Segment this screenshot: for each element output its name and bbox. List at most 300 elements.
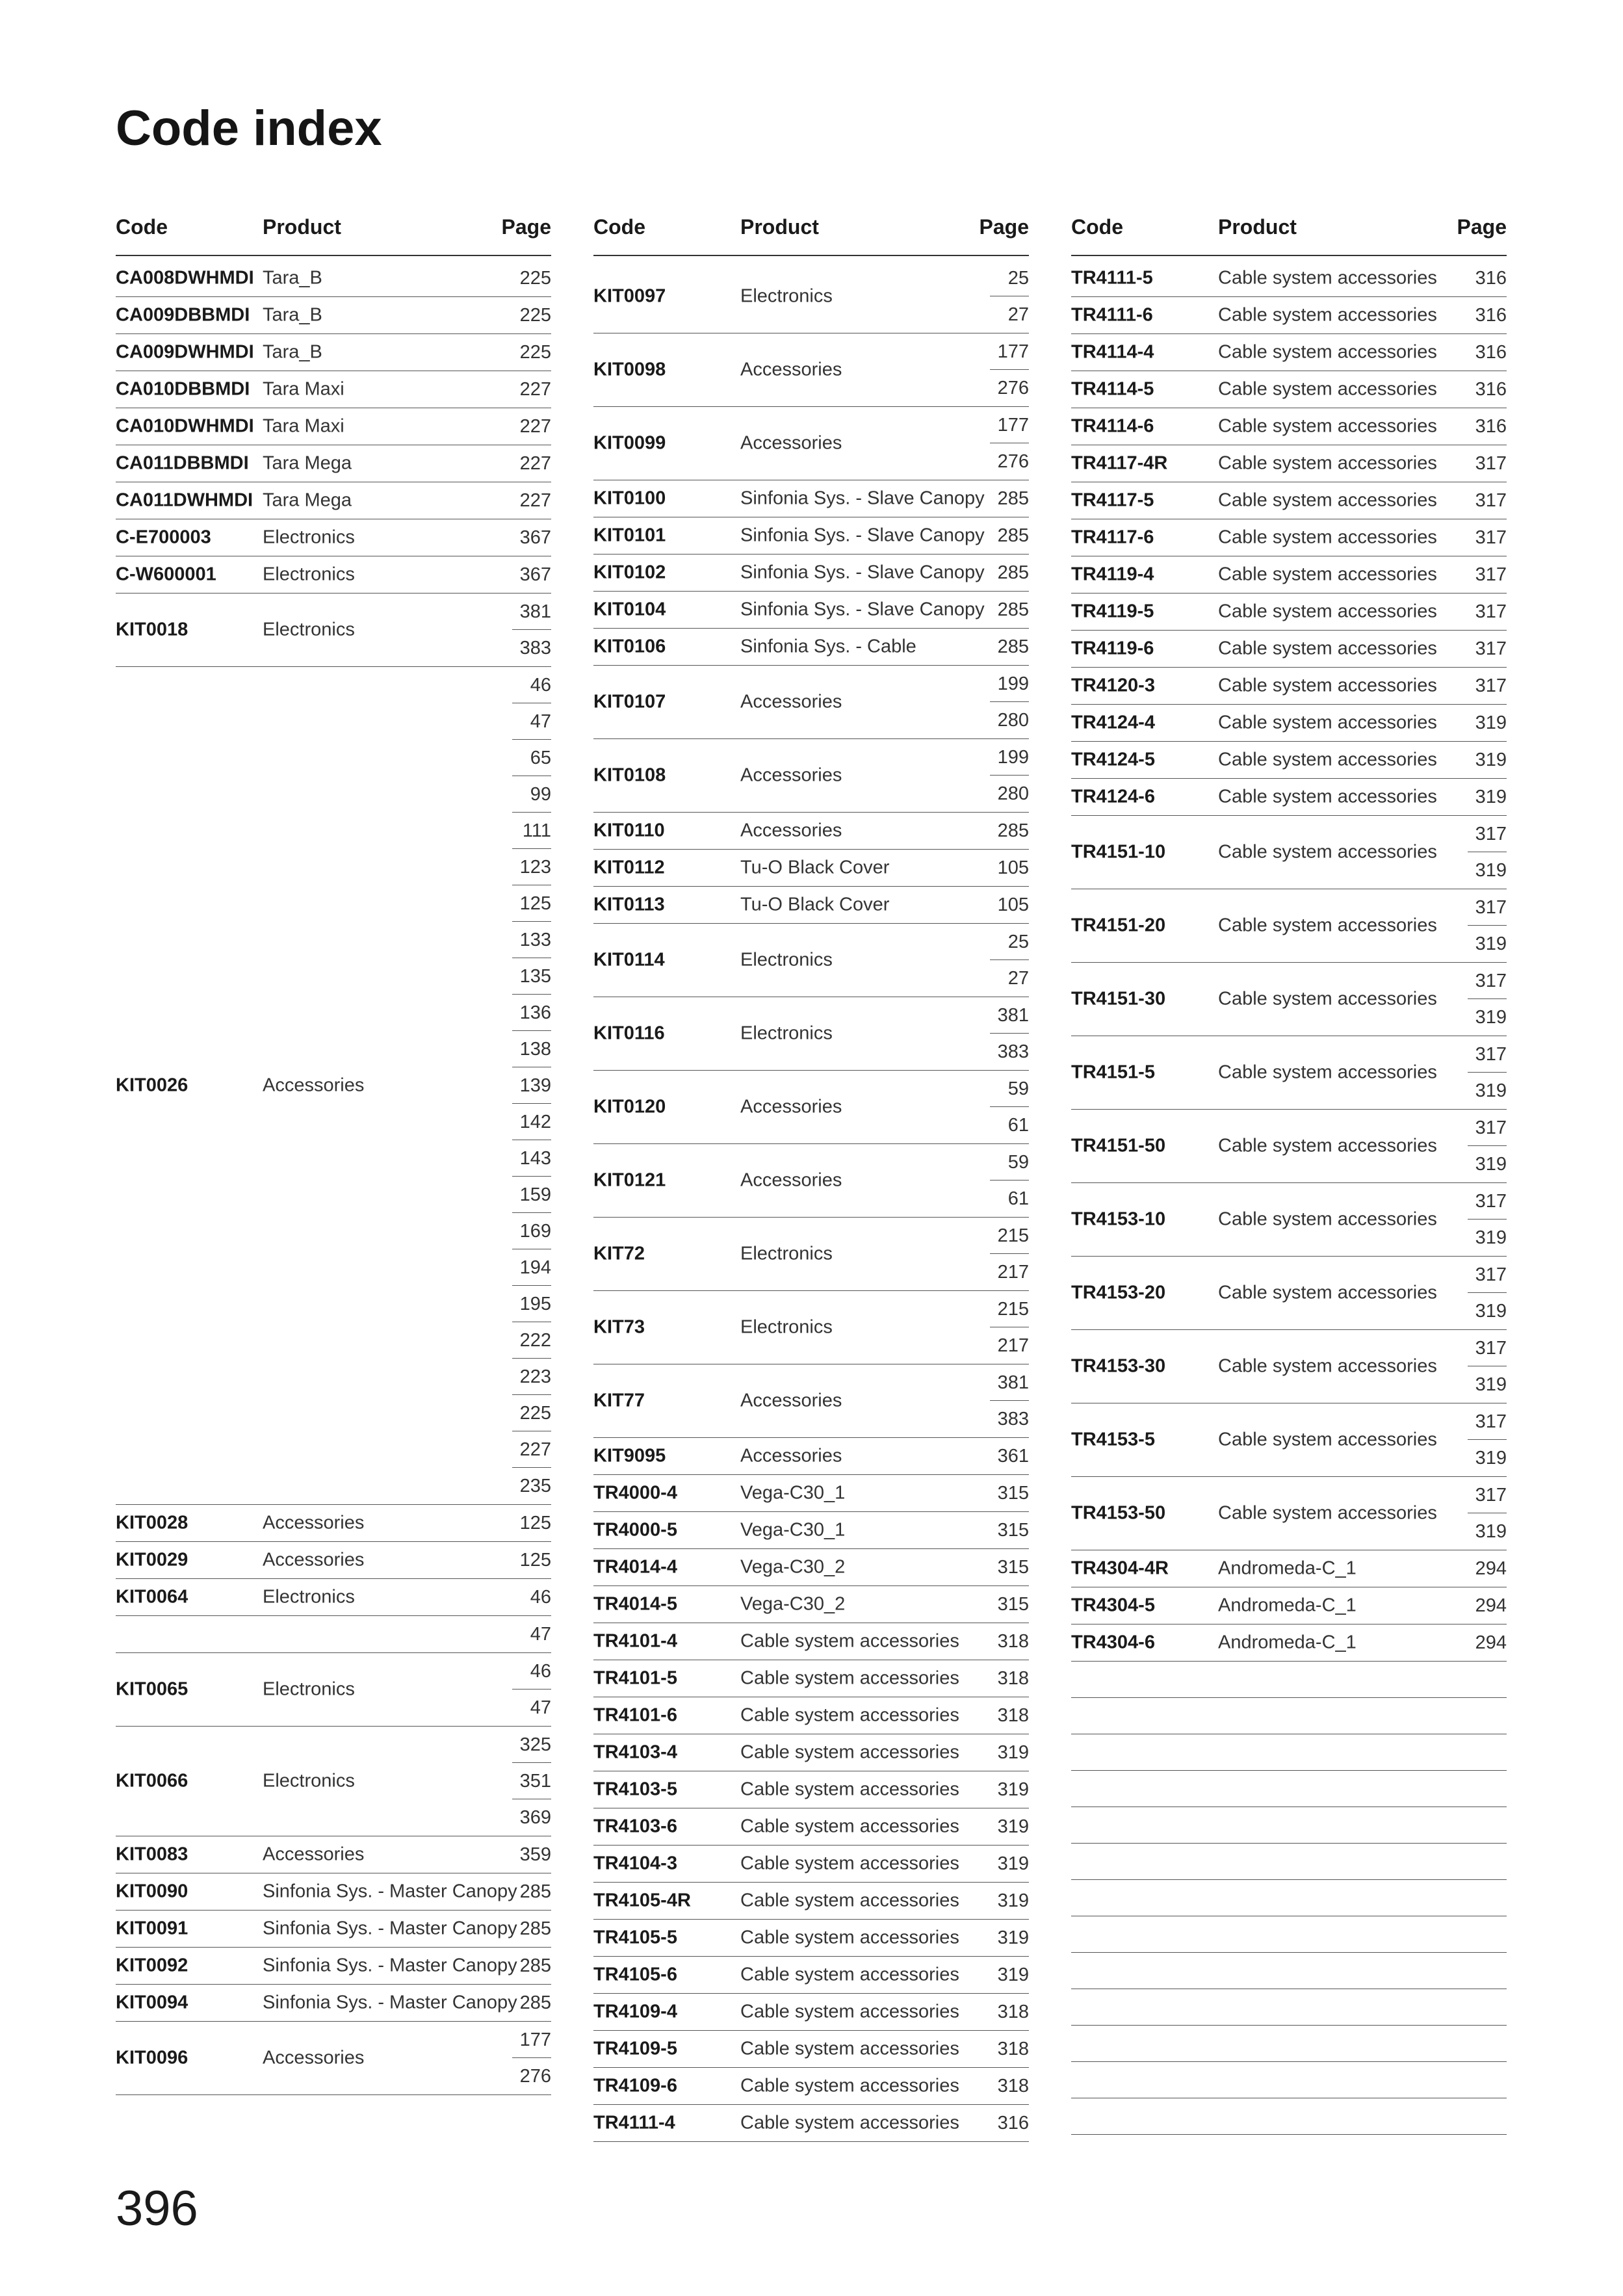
entry-pages [512,1911,551,1947]
entry-code: TR4114-4 [1071,341,1154,363]
entry-product: Electronics [740,1316,833,1338]
entry-pages [990,1218,1029,1290]
page-reference: 317 [1475,638,1507,659]
entry-pages [1468,1477,1507,1550]
index-entry [1071,742,1507,779]
entry-product: Cable system accessories [1218,988,1437,1010]
entry-pages [512,556,551,593]
entry-code: TR4151-30 [1071,988,1166,1010]
entry-pages [512,408,551,445]
page-reference: 319 [1475,933,1507,954]
index-entry [1071,445,1507,482]
empty-row [1071,1771,1507,1807]
page-reference: 319 [997,1927,1029,1948]
index-column-3 [1071,211,1507,2135]
index-entry [593,407,1029,480]
page-reference: 318 [997,1631,1029,1652]
entry-code: KIT0108 [593,764,666,786]
entry-pages [1468,1183,1507,1256]
entry-code: KIT0066 [116,1770,188,1792]
entry-product: Sinfonia Sys. - Slave Canopy [740,525,985,546]
entry-product: Cable system accessories [1218,1429,1437,1450]
index-entry [1071,889,1507,963]
entry-pages [512,334,551,371]
index-entry [116,1985,551,2022]
entry-product: Andromeda-C_1 [1218,1558,1357,1579]
entry-product: Cable system accessories [1218,749,1437,770]
page-reference: 317 [1468,1110,1507,1146]
entry-pages [990,1586,1029,1623]
index-column-1 [116,211,551,2095]
page-reference: 319 [997,1816,1029,1837]
index-entry [1071,1403,1507,1477]
entry-code: CA011DBBMDI [116,452,249,474]
page-reference: 143 [512,1140,551,1177]
entry-product: Cable system accessories [740,1630,959,1652]
entry-code: KIT72 [593,1243,645,1264]
page-reference: 316 [997,2113,1029,2133]
entry-pages [990,592,1029,628]
entry-code: CA010DBBMDI [116,378,250,400]
entry-product: Vega-C30_2 [740,1593,846,1615]
page-reference: 317 [1475,601,1507,622]
header-code: Code [593,215,645,239]
entry-product: Sinfonia Sys. - Slave Canopy [740,599,985,620]
index-entry [593,260,1029,333]
entry-pages [1468,816,1507,889]
entry-product: Cable system accessories [740,1742,959,1763]
index-entry [593,2105,1029,2142]
page-reference: 285 [997,562,1029,583]
index-entry [116,1873,551,1911]
page-reference: 199 [990,739,1029,776]
entry-pages [1468,963,1507,1036]
page-reference: 217 [997,1335,1029,1356]
index-entry [593,887,1029,924]
entry-pages [1468,1330,1507,1403]
index-entry [1071,297,1507,334]
page-reference: 318 [997,2039,1029,2059]
index-entry [593,1144,1029,1218]
entry-product: Cable system accessories [740,1927,959,1948]
index-entry [116,556,551,594]
entry-code: TR4151-10 [1071,841,1166,863]
entry-product: Accessories [740,820,842,841]
entry-code: KIT0100 [593,488,666,509]
entry-product: Accessories [740,432,842,454]
entry-code: TR4101-4 [593,1630,677,1652]
index-entry [116,408,551,445]
page-reference: 316 [1475,305,1507,326]
entry-product: Cable system accessories [740,2112,959,2133]
index-entry [593,1771,1029,1808]
entry-code: CA011DWHMDI [116,489,253,511]
entry-product: Cable system accessories [1218,675,1437,696]
page-reference: 133 [512,922,551,958]
page-reference: 381 [990,997,1029,1034]
entry-code: TR4153-10 [1071,1208,1166,1230]
entry-code: KIT0098 [593,359,666,380]
column-header [116,211,551,256]
entry-product: Cable system accessories [1218,1062,1437,1083]
page-reference: 319 [1475,1227,1507,1248]
page-reference: 285 [519,1992,551,2013]
entry-product: Accessories [263,1549,365,1571]
index-entry [593,924,1029,997]
page-reference: 319 [1475,1448,1507,1468]
index-entry [1071,1257,1507,1330]
entry-product: Tara Maxi [263,378,344,400]
entry-pages [990,1144,1029,1217]
page-reference: 136 [512,995,551,1031]
page-reference: 319 [1475,750,1507,770]
page-reference: 317 [1468,1183,1507,1220]
entry-code: TR4103-6 [593,1816,677,1837]
page-reference: 285 [997,820,1029,841]
page-reference: 280 [997,783,1029,804]
page-reference: 318 [997,2076,1029,2096]
page-reference: 318 [997,2002,1029,2022]
entry-code: TR4117-5 [1071,489,1154,511]
entry-product: Sinfonia Sys. - Master Canopy [263,1955,517,1976]
entry-pages [990,2031,1029,2067]
page-reference: 195 [512,1286,551,1322]
entry-product: Cable system accessories [1218,489,1437,511]
entry-product: Cable system accessories [740,2001,959,2022]
index-entry [593,1734,1029,1771]
entry-code: KIT0097 [593,285,666,307]
entry-pages [990,554,1029,591]
page-reference: 285 [997,525,1029,546]
index-entry [116,1579,551,1616]
index-rows [116,260,551,2095]
entry-product: Cable system accessories [1218,564,1437,585]
entry-code: TR4117-6 [1071,527,1154,548]
entry-pages [1468,445,1507,482]
entry-pages [990,2105,1029,2141]
index-entry [1071,631,1507,668]
entry-product: Sinfonia Sys. - Slave Canopy [740,488,985,509]
index-rows [593,260,1029,2142]
page-reference: 59 [990,1144,1029,1181]
page-reference: 383 [997,1409,1029,1429]
page-reference: 105 [997,894,1029,915]
entry-pages [1468,519,1507,556]
entry-pages [990,1846,1029,1882]
entry-product: Cable system accessories [1218,1355,1437,1377]
page-reference: 135 [512,958,551,995]
page-reference: 125 [512,885,551,922]
page-reference: 285 [519,1918,551,1939]
entry-product: Cable system accessories [1218,527,1437,548]
header-product: Product [263,215,341,239]
page-reference: 319 [1475,860,1507,881]
page-reference: 319 [1475,787,1507,807]
entry-product: Vega-C30_1 [740,1482,846,1504]
entry-pages [1468,556,1507,593]
entry-code: TR4151-5 [1071,1062,1155,1083]
page-reference: 318 [997,1705,1029,1726]
entry-code: CA009DWHMDI [116,341,254,363]
page-reference: 381 [990,1364,1029,1401]
entry-code: CA009DBBMDI [116,304,250,326]
empty-row [1071,1734,1507,1771]
entry-code: TR4151-50 [1071,1135,1166,1156]
page-reference: 319 [1475,1154,1507,1175]
page-title: Code index [116,101,382,156]
page-reference: 315 [997,1483,1029,1504]
entry-code: TR4014-5 [593,1593,677,1615]
entry-product: Electronics [263,527,355,548]
entry-pages [990,1957,1029,1993]
page-reference: 315 [997,1594,1029,1615]
entry-code: TR4104-3 [593,1853,677,1874]
entry-code: TR4114-5 [1071,378,1154,400]
entry-pages [990,1734,1029,1771]
page-reference: 317 [1468,1403,1507,1440]
page-reference: 215 [990,1291,1029,1327]
page-reference: 285 [997,488,1029,509]
entry-code: KIT0102 [593,562,666,583]
entry-code: TR4105-6 [593,1964,677,1985]
entry-pages [512,1836,551,1873]
entry-pages [990,887,1029,923]
entry-product: Tara_B [263,341,322,363]
empty-row [1071,1989,1507,2026]
empty-row [1071,1916,1507,1953]
entry-pages [1468,1036,1507,1109]
index-entry [593,1071,1029,1144]
index-column-2 [593,211,1029,2142]
empty-row [1071,1807,1507,1844]
page-reference: 319 [997,1964,1029,1985]
page-reference: 111 [512,813,551,849]
page-reference: 383 [997,1041,1029,1062]
page-reference: 316 [1475,268,1507,289]
entry-pages [990,1883,1029,1919]
entry-code: KIT0116 [593,1023,665,1044]
page-reference: 276 [519,2066,551,2087]
index-entry [593,1808,1029,1846]
page-reference: 317 [1468,1257,1507,1293]
entry-product: Sinfonia Sys. - Slave Canopy [740,562,985,583]
entry-pages [990,1660,1029,1697]
entry-product: Cable system accessories [740,2038,959,2059]
entry-product: Cable system accessories [740,1704,959,1726]
entry-code: TR4111-4 [593,2112,675,2133]
index-entry [1071,705,1507,742]
page-reference: 47 [530,1624,551,1645]
page-reference: 359 [519,1844,551,1865]
index-entry [116,1542,551,1579]
page-reference: 280 [997,710,1029,731]
index-entry [593,1660,1029,1697]
entry-code: TR4153-20 [1071,1282,1166,1303]
entry-code: TR4000-5 [593,1519,677,1541]
page-reference: 25 [990,924,1029,960]
entry-code: TR4153-5 [1071,1429,1155,1450]
index-entry [593,739,1029,813]
page-reference: 227 [519,416,551,437]
page-reference: 285 [997,599,1029,620]
entry-product: Tara Maxi [263,415,344,437]
page-reference: 367 [519,564,551,585]
index-entry [116,445,551,482]
index-entry [1071,334,1507,371]
page-reference: 381 [512,594,551,630]
page-reference: 317 [1468,1330,1507,1366]
entry-product: Tara Mega [263,452,352,474]
entry-product: Tu-O Black Cover [740,857,890,878]
page-reference: 319 [1475,1080,1507,1101]
column-header [1071,211,1507,256]
page-reference: 169 [512,1213,551,1249]
page-reference: 217 [997,1262,1029,1283]
index-entry [593,480,1029,517]
page-reference: 315 [997,1557,1029,1578]
entry-code: TR4105-4R [593,1890,691,1911]
page-reference: 46 [530,1587,551,1608]
index-entry [593,1697,1029,1734]
page-reference: 317 [1468,1477,1507,1513]
index-entry [1071,482,1507,519]
entry-code: KIT0065 [116,1678,188,1700]
page-reference: 61 [1007,1115,1029,1136]
index-entry [1071,1330,1507,1403]
page-reference: 319 [997,1853,1029,1874]
entry-product: Accessories [263,2047,365,2068]
page-reference: 319 [997,1779,1029,1800]
page-reference: 177 [990,407,1029,443]
entry-code: TR4153-50 [1071,1502,1166,1524]
entry-product: Cable system accessories [1218,304,1437,326]
entry-code: KIT0107 [593,691,666,712]
entry-product: Accessories [740,691,842,712]
entry-pages [1468,1587,1507,1624]
entry-product: Cable system accessories [1218,601,1437,622]
index-entry [593,1438,1029,1475]
page-reference: 222 [512,1322,551,1359]
entry-product: Accessories [740,1169,842,1191]
index-entry [593,2031,1029,2068]
index-entry [116,667,551,1505]
entry-code: KIT0106 [593,636,666,657]
empty-rows [1071,1662,1507,2135]
page-reference: 285 [519,1881,551,1902]
page-reference: 59 [990,1071,1029,1107]
entry-code: KIT73 [593,1316,645,1338]
header-code: Code [116,215,168,239]
entry-code: TR4109-4 [593,2001,677,2022]
page-reference: 317 [1468,889,1507,926]
entry-pages [512,1985,551,2021]
page-reference: 319 [1475,1374,1507,1395]
entry-code: TR4304-5 [1071,1595,1155,1616]
entry-pages [990,1549,1029,1585]
entry-code: TR4101-5 [593,1667,677,1689]
entry-product: Electronics [740,949,833,971]
page-reference: 223 [512,1359,551,1395]
index-entry [116,1727,551,1836]
entry-code: TR4119-5 [1071,601,1154,622]
entry-code: KIT0110 [593,820,665,841]
entry-product: Andromeda-C_1 [1218,1632,1357,1653]
page-reference: 317 [1468,963,1507,999]
entry-product: Cable system accessories [1218,786,1437,807]
entry-product: Tara_B [263,267,322,289]
index-entry [116,297,551,334]
index-entry [593,629,1029,666]
page-reference: 227 [519,379,551,400]
index-entry [1071,963,1507,1036]
index-entry [593,1364,1029,1438]
page-reference: 276 [997,378,1029,398]
index-entry [1071,519,1507,556]
page-reference: 369 [519,1807,551,1828]
page-reference: 123 [512,849,551,885]
index-entry [116,1911,551,1948]
entry-code: TR4000-4 [593,1482,677,1504]
entry-code: KIT0064 [116,1586,188,1608]
entry-product: Electronics [263,1770,355,1792]
entry-pages [990,480,1029,517]
page-reference: 318 [997,1668,1029,1689]
entry-code: KIT0094 [116,1992,188,2013]
index-entry [593,813,1029,850]
entry-product: Electronics [263,1678,355,1700]
page-reference: 317 [1475,527,1507,548]
page-reference: 138 [512,1031,551,1067]
page-reference: 46 [512,667,551,703]
entry-code: KIT0101 [593,525,666,546]
page-reference: 177 [512,2022,551,2058]
entry-product: Electronics [263,564,355,585]
page-reference: 294 [1475,1595,1507,1616]
entry-pages [1468,297,1507,333]
index-entry [1071,1624,1507,1662]
page-reference: 125 [519,1513,551,1533]
page-reference: 125 [519,1550,551,1571]
entry-pages [512,1616,551,1652]
entry-pages [1468,1624,1507,1661]
page-reference: 139 [512,1067,551,1104]
header-code: Code [1071,215,1123,239]
entry-code: KIT0028 [116,1512,188,1533]
index-entry [593,1883,1029,1920]
entry-pages [990,1291,1029,1364]
index-entry [116,594,551,667]
entry-code: TR4111-5 [1071,267,1153,289]
index-entry [1071,260,1507,297]
empty-row [1071,1698,1507,1734]
index-entry [593,1475,1029,1512]
index-entry [116,1505,551,1542]
entry-product: Vega-C30_2 [740,1556,846,1578]
entry-pages [1468,371,1507,408]
entry-code: C-W600001 [116,564,216,585]
entry-product: Cable system accessories [740,2075,959,2096]
page-reference: 294 [1475,1632,1507,1653]
entry-product: Cable system accessories [1218,452,1437,474]
index-entry [1071,1110,1507,1183]
index-entry [1071,816,1507,889]
entry-pages [990,1512,1029,1548]
page-reference: 27 [1007,968,1029,989]
entry-product: Cable system accessories [740,1853,959,1874]
page-reference: 319 [997,1890,1029,1911]
entry-code: KIT0096 [116,2047,188,2068]
entry-product: Cable system accessories [1218,415,1437,437]
